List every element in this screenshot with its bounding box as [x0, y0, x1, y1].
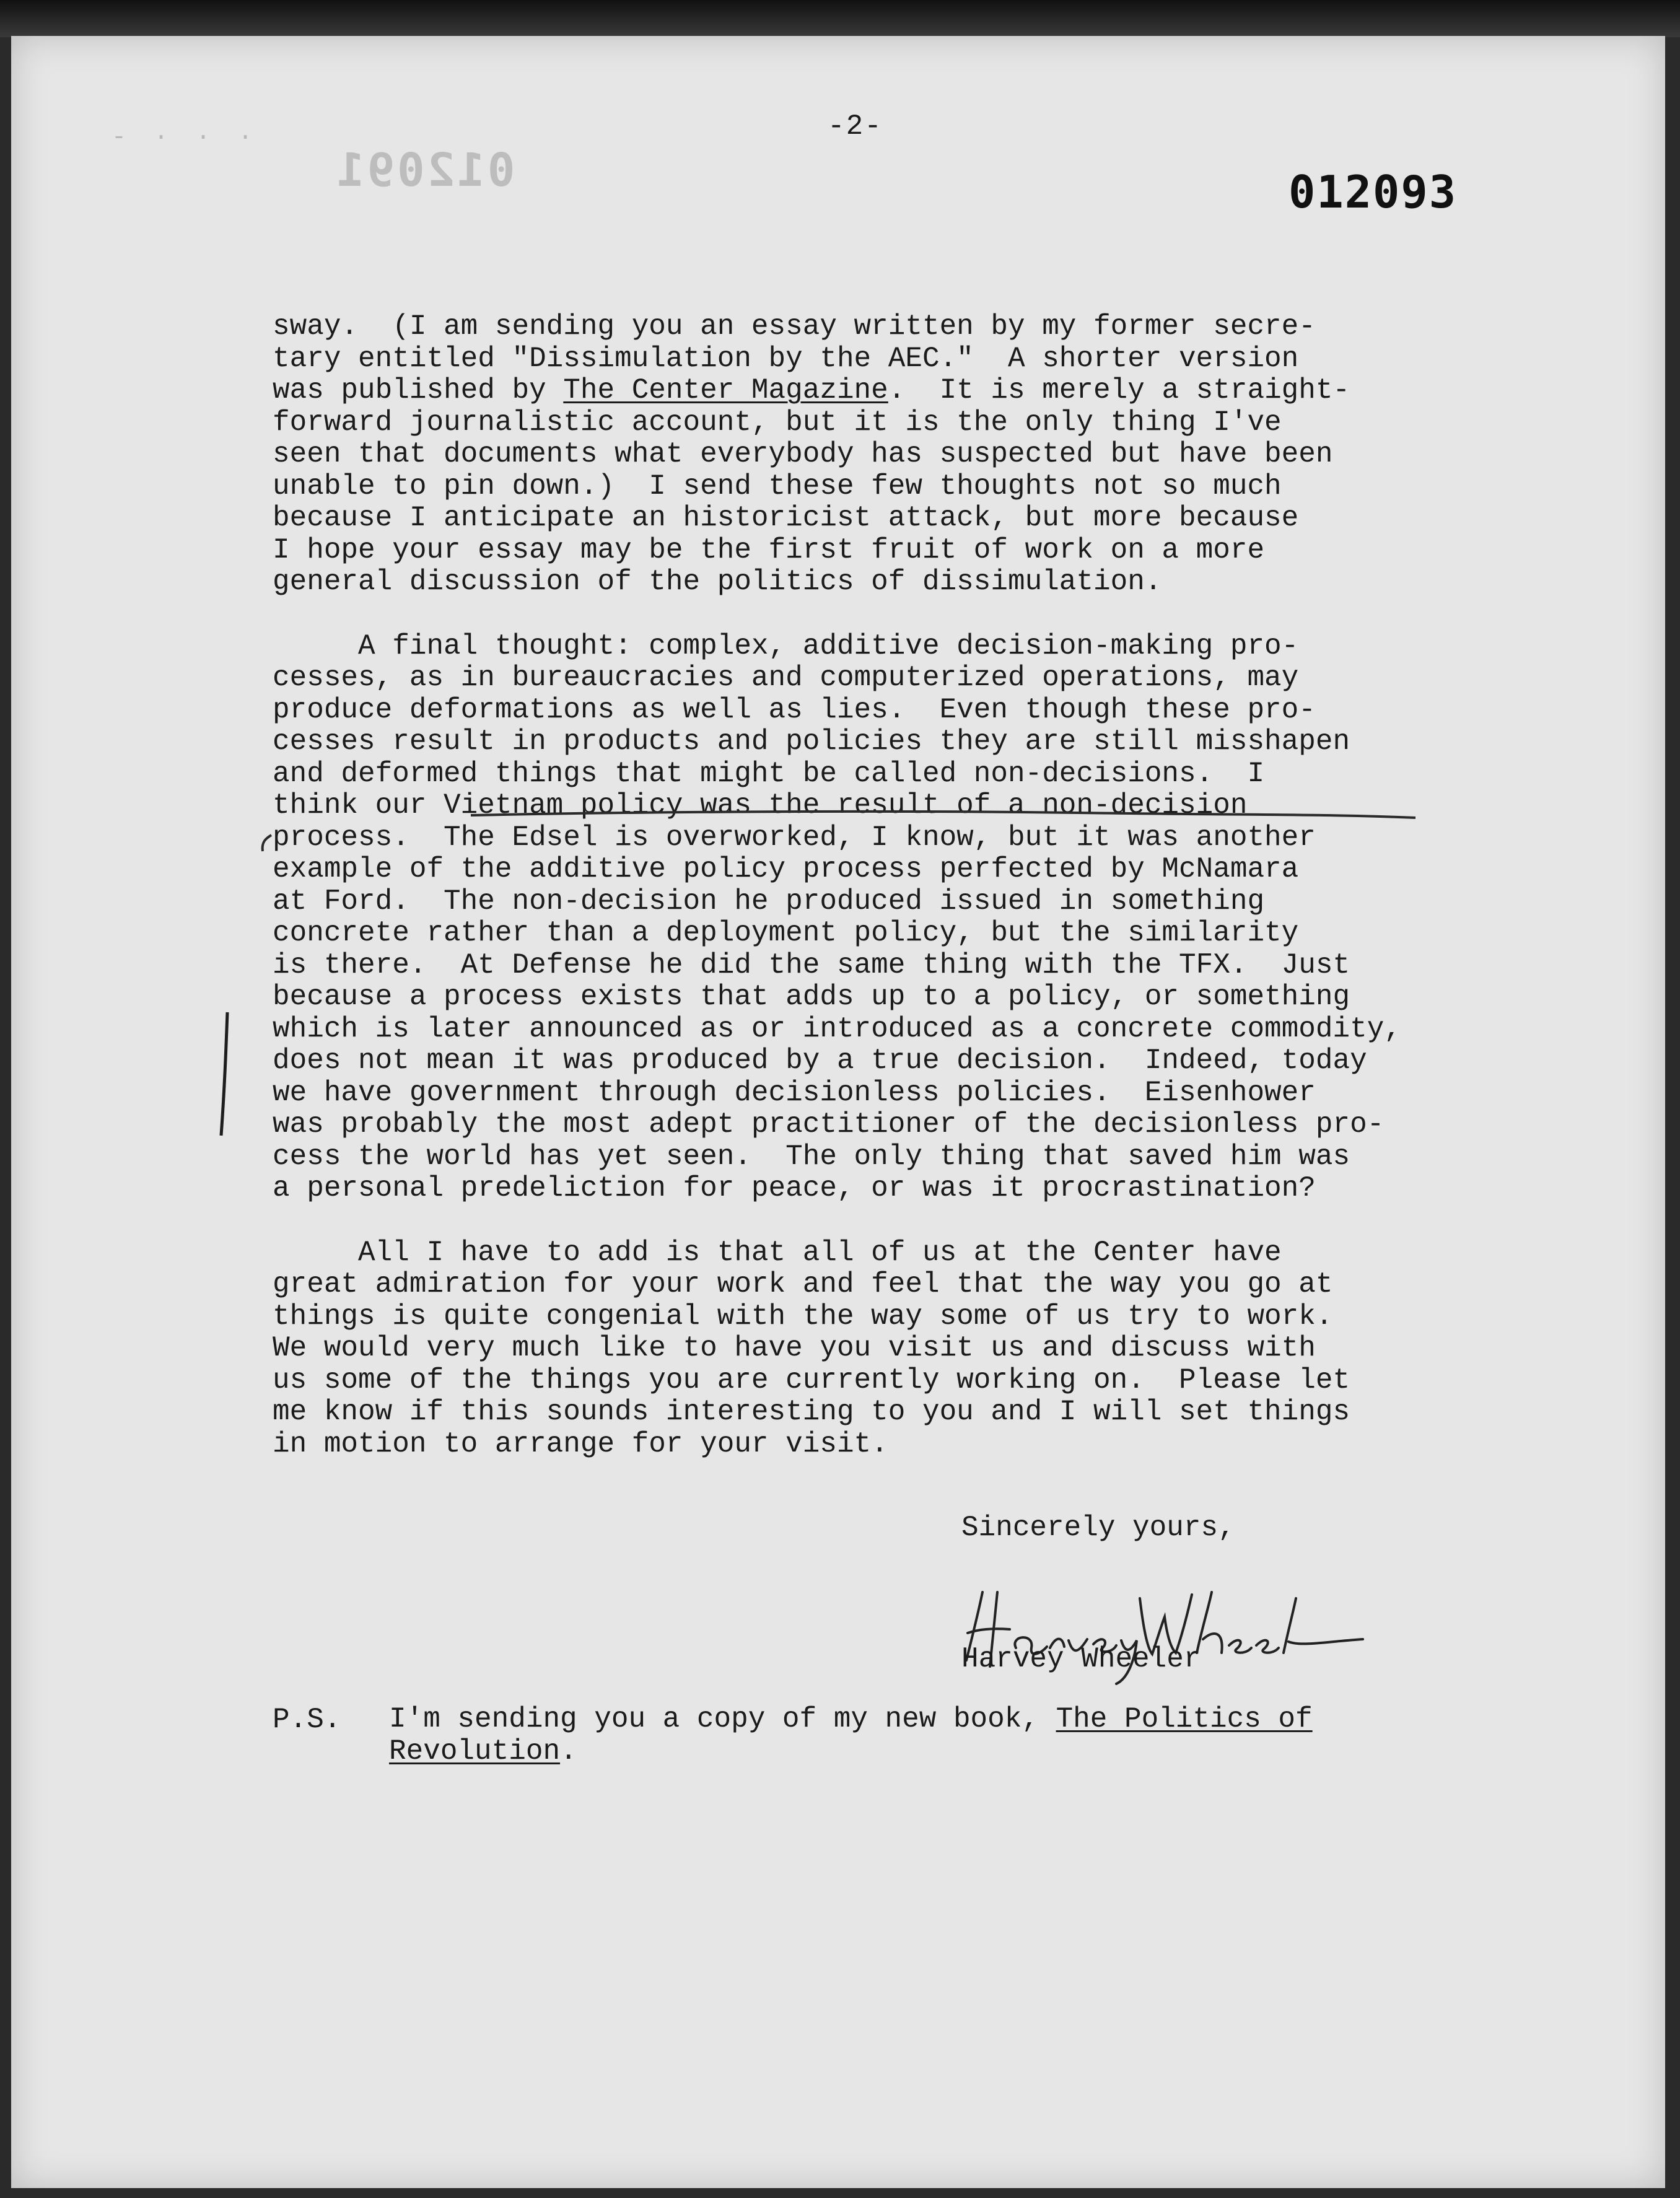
text-line: does not mean it was produced by a true decision. Indeed, today [273, 1044, 1367, 1077]
text-line: forward journalistic account, but it is the only thing I've [273, 406, 1282, 439]
book-title-part2: Revolution [389, 1735, 561, 1767]
text-line: concrete rather than a deployment policy, but the similarity [273, 917, 1299, 949]
text-line: cess the world has yet seen. The only thing that saved him was [273, 1140, 1350, 1173]
text-line: process. The Edsel is overworked, I know, but it was another [273, 821, 1316, 854]
text-line: a personal predeliction for peace, or was it procrastination? [273, 1172, 1316, 1204]
text-line: me know if this sounds interesting to you and I will set things [273, 1396, 1350, 1428]
postscript-label: P.S. [273, 1704, 341, 1736]
text-line: because I anticipate an historicist attack, but more because [273, 502, 1299, 534]
text-line: example of the additive policy process perfected by McNamara [273, 853, 1299, 885]
text-line: general discussion of the politics of dissimulation. [273, 566, 1162, 598]
text-line: tary entitled "Dissimulation by the AEC." A shorter version [273, 342, 1299, 375]
text-segment: . It is merely a straight- [888, 374, 1350, 406]
bleed-through-document-number: 012091 [335, 144, 515, 197]
text-line: we have government through decisionless policies. Eisenhower [273, 1076, 1316, 1109]
ps-line1-text: I'm sending you a copy of my new book, [389, 1703, 1056, 1735]
letter-body [273, 311, 1561, 1492]
text-line: All I have to add is that all of us at the Center have [273, 1236, 1282, 1269]
text-line: We would very much like to have you visit us and discuss with [273, 1332, 1316, 1364]
signer-name: Harvey Wheeler [961, 1643, 1201, 1675]
paragraph [273, 311, 1561, 598]
page-number: -2- [828, 110, 883, 142]
text-line: things is quite congenial with the way some of us try to work. [273, 1300, 1333, 1333]
underlined-publication-title: The Center Magazine [563, 374, 888, 406]
text-line: which is later announced as or introduced as a concrete commodity, [273, 1012, 1401, 1045]
text-line: at Ford. The non-decision he produced issued in something [273, 885, 1265, 917]
paragraph [273, 631, 1561, 1205]
text-line: was probably the most adept practitioner of the decisionless pro- [273, 1108, 1385, 1141]
text-line: cesses, as in bureaucracies and computerized operations, may [273, 662, 1299, 694]
text-line: produce deformations as well as lies. Even though these pro- [273, 693, 1316, 726]
text-line: cesses result in products and policies they are still misshapen [273, 725, 1350, 758]
book-title-part1: The Politics of [1056, 1703, 1313, 1735]
ps-line2-punct: . [560, 1735, 577, 1767]
margin-line-mark [214, 1009, 238, 1145]
postscript-text [389, 1704, 1504, 1767]
scan-top-edge [0, 0, 1680, 37]
text-line: seen that documents what everybody has suspected but have been [273, 438, 1333, 470]
handwritten-tick [254, 830, 279, 867]
closing-salutation: Sincerely yours, [961, 1512, 1235, 1544]
bleed-through-marks: - · · · [112, 124, 260, 152]
text-line: sway. (I am sending you an essay written by my former secre- [273, 310, 1316, 343]
text-line: and deformed things that might be called non-decisions. I [273, 757, 1265, 790]
text-line: in motion to arrange for your visit. [273, 1427, 888, 1460]
document-number: 012093 [1288, 166, 1458, 218]
text-line: A final thought: complex, additive decision-making pro- [273, 629, 1299, 662]
text-line: because a process exists that adds up to a policy, or something [273, 981, 1350, 1013]
text-line: is there. At Defense he did the same thing with the TFX. Just [273, 948, 1350, 981]
handwritten-underline [458, 799, 1425, 855]
text-line: I hope your essay may be the first fruit of work on a more [273, 533, 1265, 566]
text-line: us some of the things you are currently working on. Please let [273, 1364, 1350, 1396]
text-line [273, 375, 1561, 407]
text-line: unable to pin down.) I send these few thoughts not so much [273, 470, 1282, 502]
text-line: think our Vietnam policy was the result of a non-decision [273, 789, 1248, 821]
text-line: great admiration for your work and feel that the way you go at [273, 1268, 1333, 1300]
text-segment: was published by [273, 374, 564, 406]
paragraph [273, 1237, 1561, 1461]
